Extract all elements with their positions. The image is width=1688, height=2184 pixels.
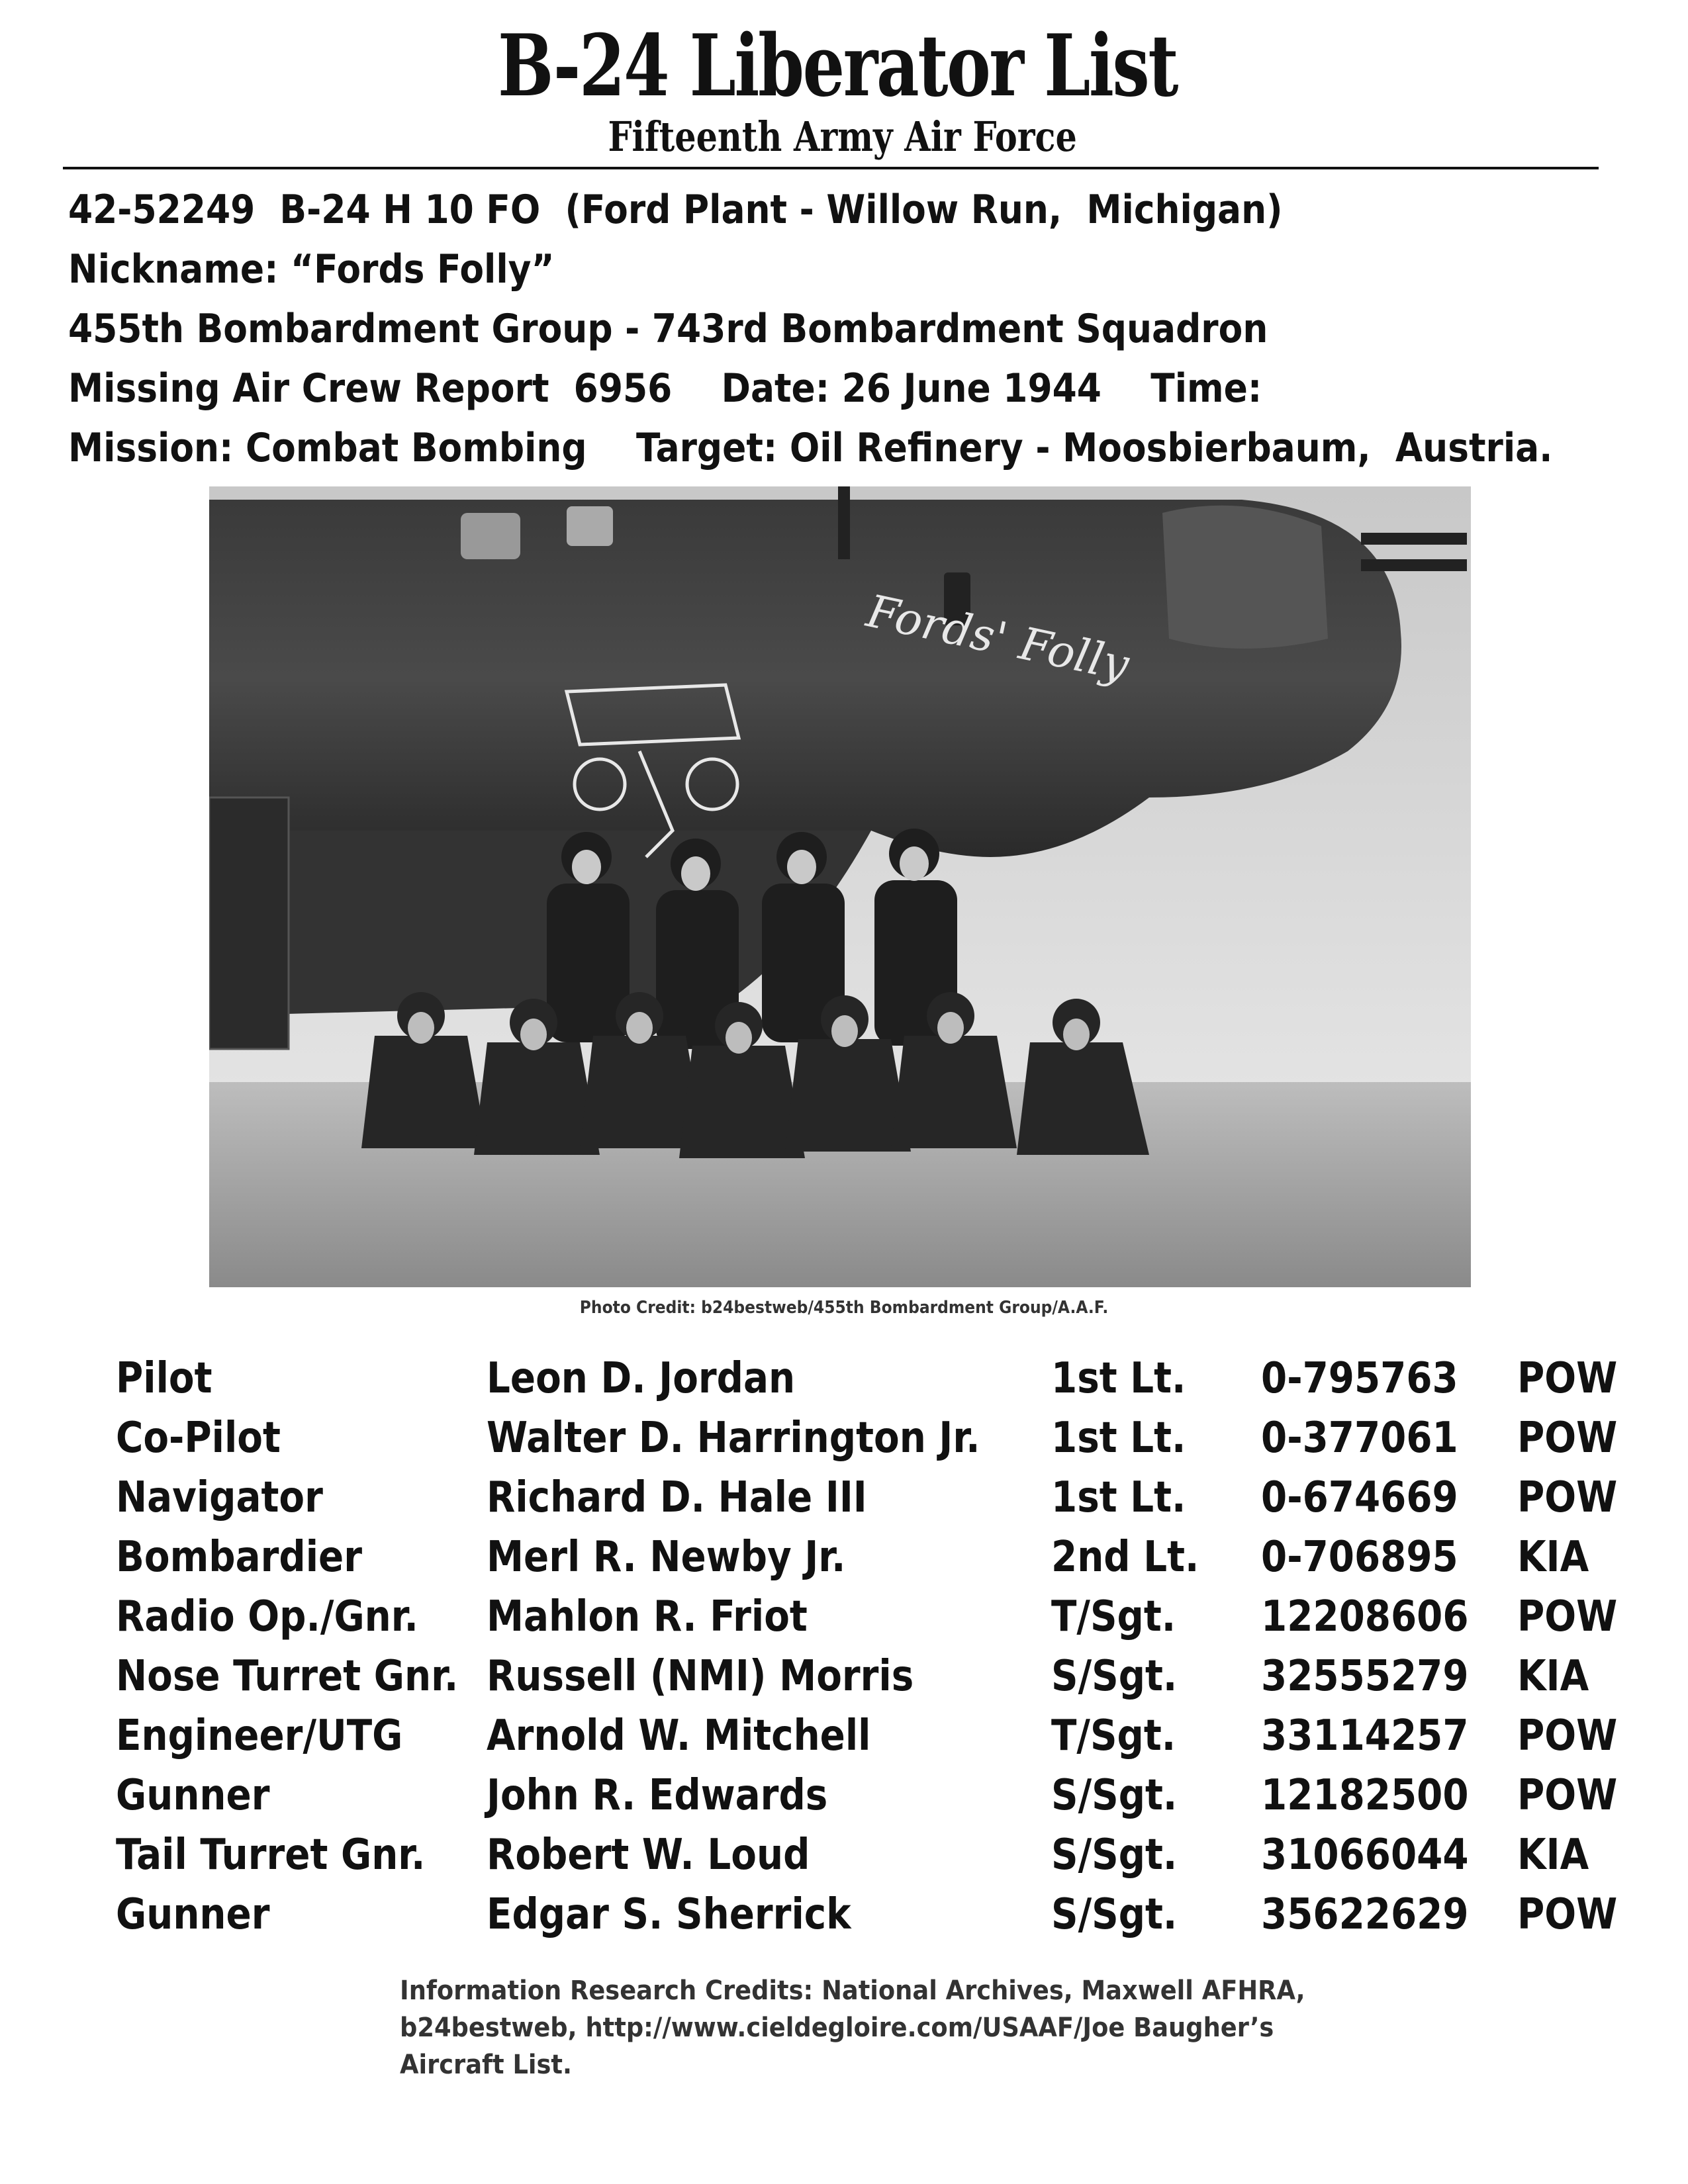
crew-status: KIA: [1517, 1652, 1589, 1701]
crew-role: Bombardier: [116, 1533, 362, 1582]
page-subtitle: Fifteenth Army Air Force: [608, 113, 1077, 161]
crew-role: Nose Turret Gnr.: [116, 1652, 459, 1701]
crew-status: POW: [1517, 1771, 1618, 1820]
photo-credit: Photo Credit: b24bestweb/455th Bombardment Group/A.A.F.: [579, 1298, 1109, 1318]
crew-name: Leon D. Jordan: [487, 1354, 796, 1403]
crew-row: [116, 1647, 1638, 1706]
crew-row: [116, 1527, 1638, 1587]
research-credits-line: b24bestweb, http://www.cieldegloire.com/USAAF/Joe Baugher’s: [400, 2013, 1274, 2043]
crew-row: [116, 1468, 1638, 1527]
crew-status: POW: [1517, 1354, 1618, 1403]
crew-name: Edgar S. Sherrick: [487, 1890, 851, 1939]
macr-line: Missing Air Crew Report 6956 Date: 26 June 1944 Time:: [68, 365, 1262, 412]
crew-rank: S/Sgt.: [1051, 1771, 1178, 1820]
crew-serial: 32555279: [1261, 1652, 1469, 1701]
crew-photo: [209, 486, 1471, 1287]
crew-rank: 2nd Lt.: [1051, 1533, 1199, 1582]
crew-row: [116, 1706, 1638, 1766]
crew-name: Richard D. Hale III: [487, 1473, 867, 1522]
crew-status: KIA: [1517, 1831, 1589, 1880]
crew-rank: 1st Lt.: [1051, 1473, 1186, 1522]
group-line: 455th Bombardment Group - 743rd Bombardment Squadron: [68, 306, 1268, 352]
crew-serial: 12208606: [1261, 1592, 1469, 1641]
crew-name: Arnold W. Mitchell: [487, 1711, 871, 1760]
crew-name: Merl R. Newby Jr.: [487, 1533, 846, 1582]
crew-rank: T/Sgt.: [1051, 1711, 1176, 1760]
mission-line: Mission: Combat Bombing Target: Oil Refinery - Moosbierbaum, Austria.: [68, 425, 1553, 471]
crew-list: [116, 1349, 1638, 1944]
crew-status: POW: [1517, 1890, 1618, 1939]
crew-name: Robert W. Loud: [487, 1831, 810, 1880]
crew-serial: 12182500: [1261, 1771, 1469, 1820]
crew-row: [116, 1408, 1638, 1468]
serial-line: 42-52249 B-24 H 10 FO (Ford Plant - Willow Run, Michigan): [68, 187, 1283, 233]
crew-status: POW: [1517, 1592, 1618, 1641]
aircraft-info: [68, 180, 1657, 478]
crew-role: Gunner: [116, 1890, 270, 1939]
crew-rank: S/Sgt.: [1051, 1890, 1178, 1939]
crew-serial: 0-377061: [1261, 1414, 1458, 1463]
crew-role: Engineer/UTG: [116, 1711, 403, 1760]
crew-status: KIA: [1517, 1533, 1589, 1582]
crew-row: [116, 1766, 1638, 1825]
crew-row: [116, 1587, 1638, 1647]
crew-role: Tail Turret Gnr.: [116, 1831, 426, 1880]
crew-role: Radio Op./Gnr.: [116, 1592, 418, 1641]
crew-role: Gunner: [116, 1771, 270, 1820]
research-credits: [400, 1972, 1313, 2083]
nickname-line: Nickname: “Fords Folly”: [68, 246, 555, 293]
crew-rank: S/Sgt.: [1051, 1831, 1178, 1880]
nose-art-text: Fords' Folly: [862, 585, 1134, 692]
crew-serial: 35622629: [1261, 1890, 1469, 1939]
crew-name: Walter D. Harrington Jr.: [487, 1414, 980, 1463]
research-credits-line: Aircraft List.: [400, 2050, 573, 2080]
crew-serial: 0-706895: [1261, 1533, 1458, 1582]
crew-serial: 0-674669: [1261, 1473, 1458, 1522]
title-divider: [63, 167, 1599, 169]
crew-serial: 0-795763: [1261, 1354, 1458, 1403]
crew-status: POW: [1517, 1711, 1618, 1760]
crew-name: John R. Edwards: [487, 1771, 828, 1820]
crew-role: Co-Pilot: [116, 1414, 281, 1463]
crew-photo-illustration: [209, 486, 1471, 1287]
crew-serial: 31066044: [1261, 1831, 1469, 1880]
crew-serial: 33114257: [1261, 1711, 1469, 1760]
crew-rank: 1st Lt.: [1051, 1354, 1186, 1403]
page-title: B-24 Liberator List: [498, 17, 1178, 116]
crew-rank: 1st Lt.: [1051, 1414, 1186, 1463]
research-credits-line: Information Research Credits: National Archives, Maxwell AFHRA,: [400, 1976, 1305, 2006]
crew-row: [116, 1349, 1638, 1408]
crew-role: Navigator: [116, 1473, 323, 1522]
crew-status: POW: [1517, 1414, 1618, 1463]
crew-rank: S/Sgt.: [1051, 1652, 1178, 1701]
crew-status: POW: [1517, 1473, 1618, 1522]
crew-row: [116, 1885, 1638, 1944]
crew-name: Mahlon R. Friot: [487, 1592, 808, 1641]
crew-rank: T/Sgt.: [1051, 1592, 1176, 1641]
crew-name: Russell (NMI) Morris: [487, 1652, 914, 1701]
crew-row: [116, 1825, 1638, 1885]
crew-role: Pilot: [116, 1354, 212, 1403]
